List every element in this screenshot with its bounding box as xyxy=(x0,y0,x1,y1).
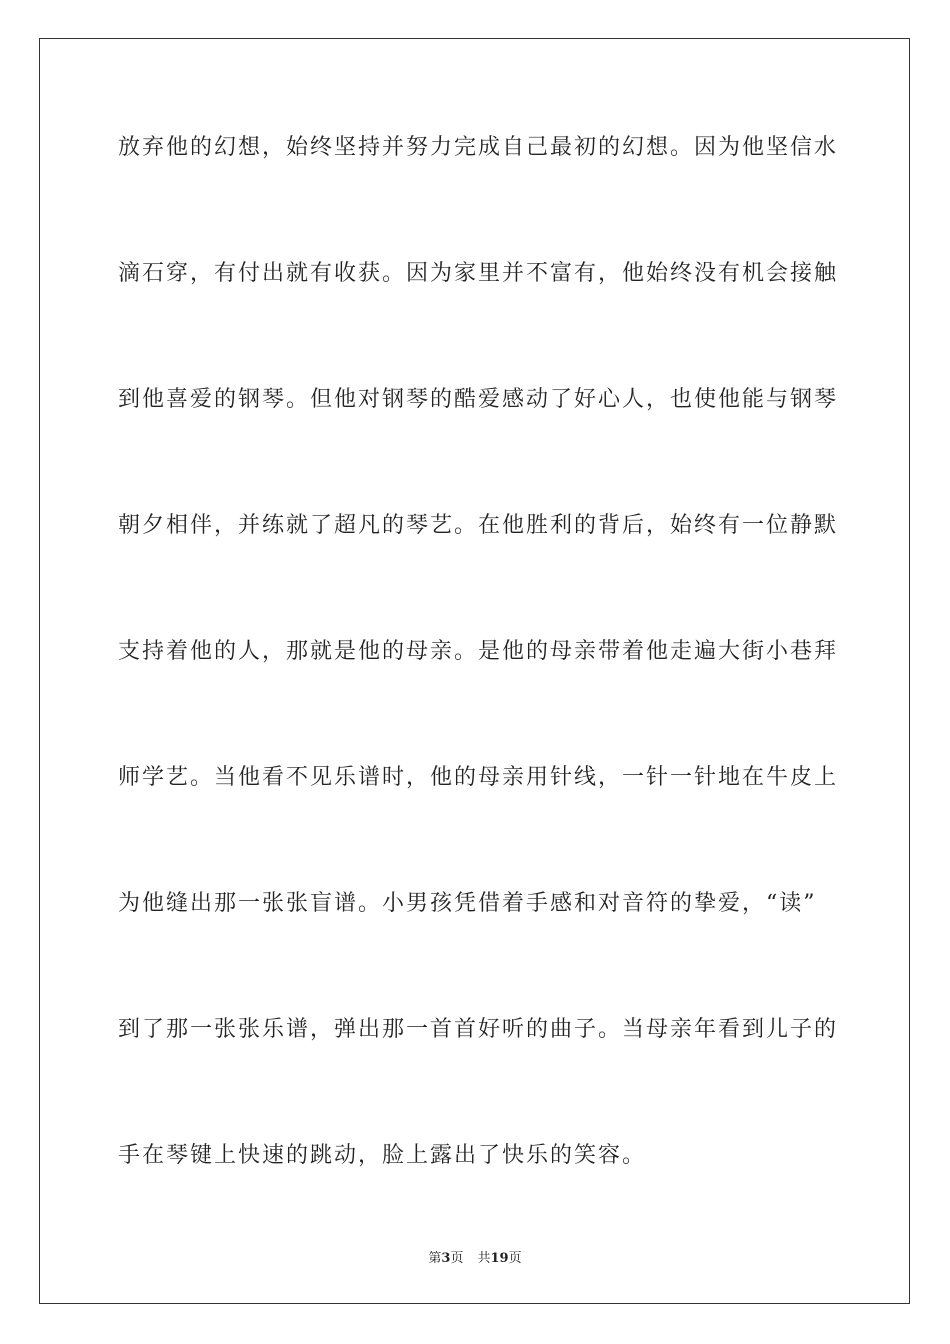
text-line-4: 朝夕相伴，并练就了超凡的琴艺。在他胜利的背后，始终有一位静默 xyxy=(118,513,839,538)
total-prefix: 共 xyxy=(477,1251,491,1266)
page-suffix: 页 xyxy=(450,1251,464,1266)
text-line-2: 滴石穿，有付出就有收获。因为家里并不富有，他始终没有机会接触 xyxy=(118,261,839,286)
total-pages: 19 xyxy=(490,1251,509,1266)
total-suffix: 页 xyxy=(508,1251,522,1266)
page-footer xyxy=(0,1247,950,1266)
page-prefix: 第 xyxy=(428,1251,442,1266)
text-line-3: 到他喜爱的钢琴。但他对钢琴的酷爱感动了好心人，也使他能与钢琴 xyxy=(118,387,839,412)
text-line-7: 为他缝出那一张张盲谱。小男孩凭借着手感和对音符的挚爱，“读” xyxy=(118,891,817,916)
page-number: 3 xyxy=(441,1251,451,1266)
body-text xyxy=(118,126,838,1260)
text-line-6: 师学艺。当他看不见乐谱时，他的母亲用针线，一针一针地在牛皮上 xyxy=(118,765,839,790)
text-line-5: 支持着他的人，那就是他的母亲。是他的母亲带着他走遍大街小巷拜 xyxy=(118,639,839,664)
text-line-9: 手在琴键上快速的跳动，脸上露出了快乐的笑容。 xyxy=(118,1143,647,1168)
text-line-8: 到了那一张张乐谱，弹出那一首首好听的曲子。当母亲年看到儿子的 xyxy=(118,1017,839,1042)
text-line-1: 放弃他的幻想，始终坚持并努力完成自己最初的幻想。因为他坚信水 xyxy=(118,135,839,160)
